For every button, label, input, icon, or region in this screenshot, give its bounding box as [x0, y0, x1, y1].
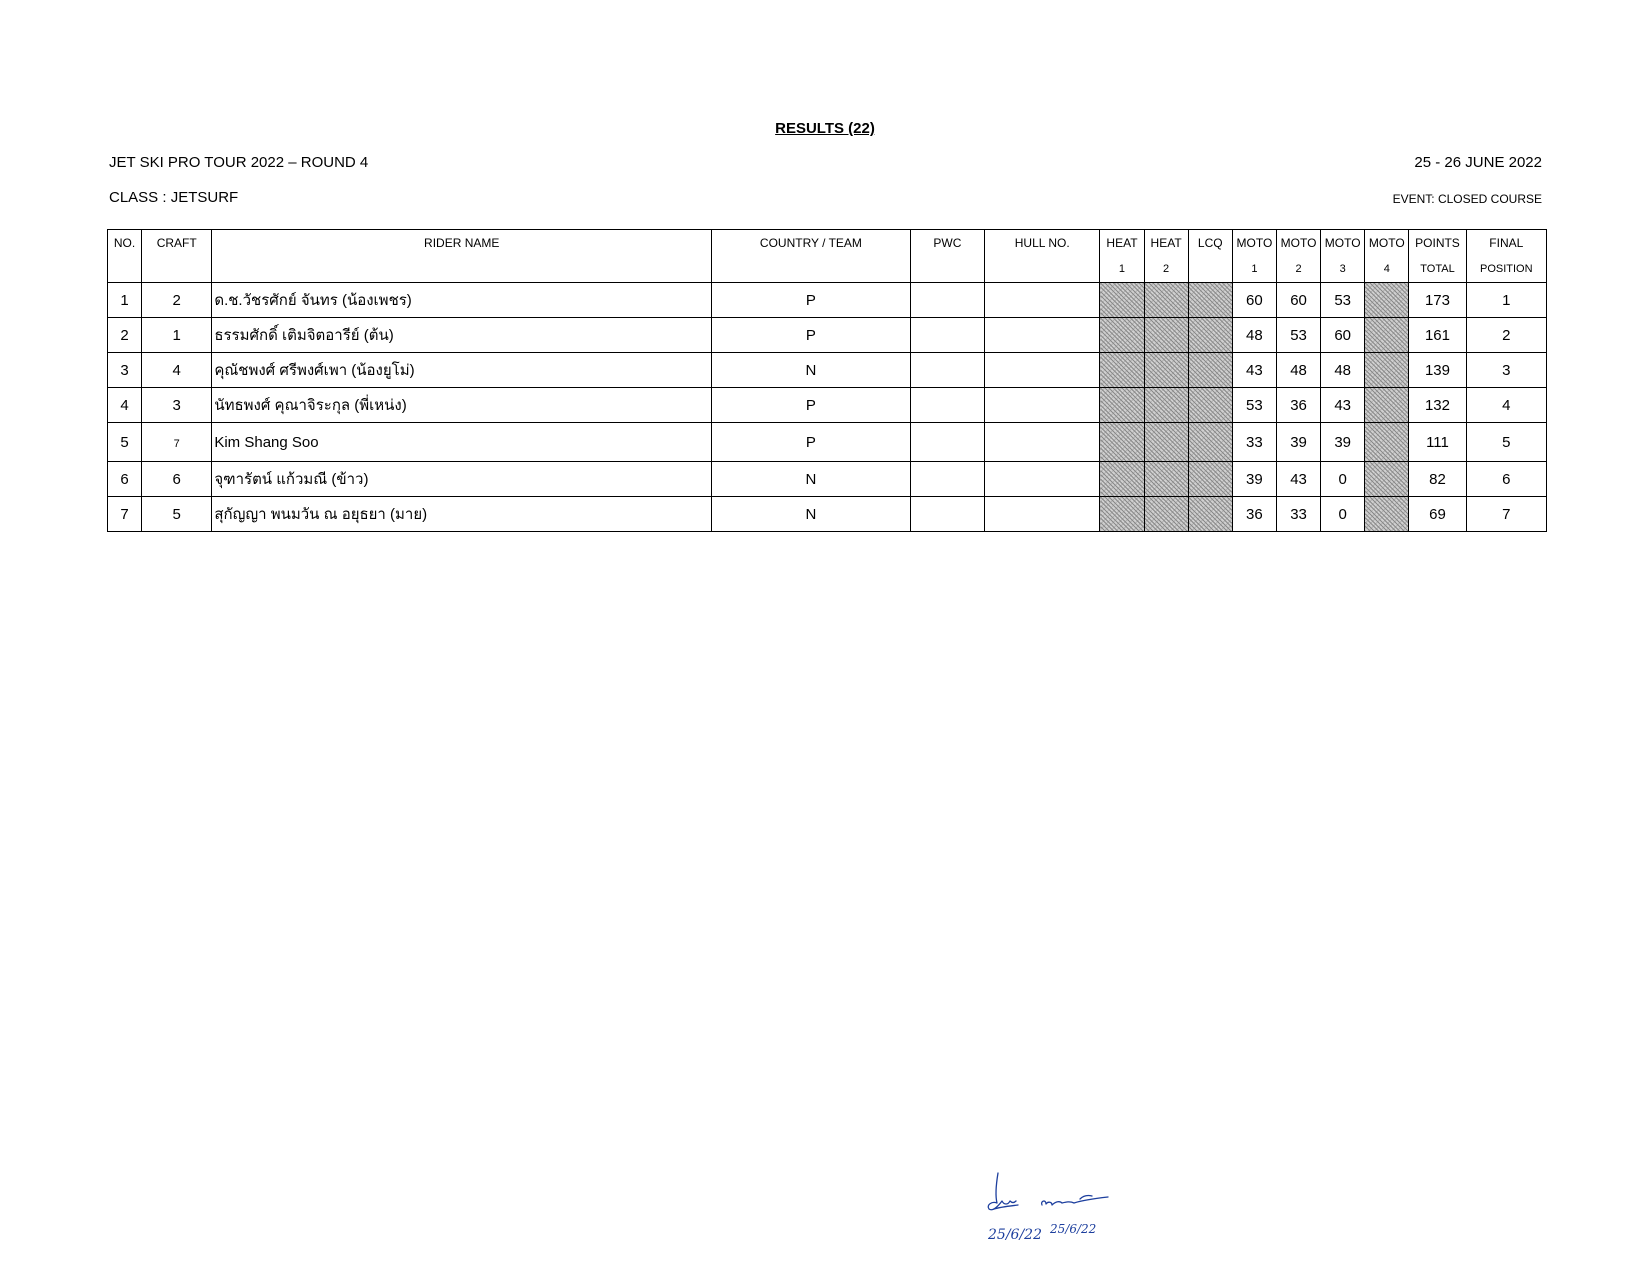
- cell-moto-4: [1365, 318, 1409, 353]
- cell-moto-4: [1365, 283, 1409, 318]
- col-hull-no: HULL NO.: [985, 230, 1100, 283]
- cell-lcq: [1188, 497, 1232, 532]
- cell-moto-3: 48: [1321, 353, 1365, 388]
- cell-pwc: [910, 388, 984, 423]
- cell-craft: 1: [142, 318, 212, 353]
- cell-lcq: [1188, 353, 1232, 388]
- cell-country-team: N: [712, 353, 911, 388]
- cell-moto-2: 48: [1276, 353, 1320, 388]
- cell-lcq: [1188, 388, 1232, 423]
- document-title: [0, 120, 1650, 137]
- cell-hull-no: [985, 462, 1100, 497]
- cell-heat-1: [1100, 318, 1144, 353]
- cell-moto-3: 39: [1321, 423, 1365, 462]
- col-moto-3: MOTO 3: [1321, 230, 1365, 283]
- cell-moto-3: 43: [1321, 388, 1365, 423]
- cell-country-team: N: [712, 497, 911, 532]
- cell-hull-no: [985, 497, 1100, 532]
- cell-points-total: 132: [1409, 388, 1466, 423]
- cell-craft: 6: [142, 462, 212, 497]
- cell-craft: 5: [142, 497, 212, 532]
- cell-heat-2: [1144, 497, 1188, 532]
- cell-lcq: [1188, 318, 1232, 353]
- signature-date-2: 25/6/22: [1050, 1222, 1097, 1236]
- signature-image: [980, 1165, 1120, 1255]
- cell-craft: 4: [142, 353, 212, 388]
- col-lcq: LCQ: [1188, 230, 1232, 283]
- cell-heat-2: [1144, 388, 1188, 423]
- cell-no: 4: [108, 388, 142, 423]
- cell-moto-1: 36: [1232, 497, 1276, 532]
- cell-final-position: 2: [1466, 318, 1546, 353]
- cell-heat-1: [1100, 353, 1144, 388]
- cell-moto-1: 53: [1232, 388, 1276, 423]
- cell-rider-name: นัทธพงศ์ คุณาจิระกุล (พี่เหน่ง): [212, 388, 712, 423]
- cell-moto-1: 60: [1232, 283, 1276, 318]
- event-type: EVENT: CLOSED COURSE: [1392, 192, 1542, 206]
- cell-points-total: 139: [1409, 353, 1466, 388]
- cell-heat-2: [1144, 283, 1188, 318]
- cell-pwc: [910, 353, 984, 388]
- cell-moto-2: 60: [1276, 283, 1320, 318]
- cell-rider-name: Kim Shang Soo: [212, 423, 712, 462]
- results-table: [107, 229, 1547, 532]
- cell-points-total: 82: [1409, 462, 1466, 497]
- cell-craft: 2: [142, 283, 212, 318]
- col-no: NO.: [108, 230, 142, 283]
- cell-moto-2: 36: [1276, 388, 1320, 423]
- cell-country-team: P: [712, 283, 911, 318]
- cell-moto-1: 39: [1232, 462, 1276, 497]
- col-craft: CRAFT: [142, 230, 212, 283]
- cell-heat-2: [1144, 423, 1188, 462]
- cell-final-position: 5: [1466, 423, 1546, 462]
- cell-rider-name: คุณัชพงศ์ ศรีพงศ์เพา (น้องยูโม่): [212, 353, 712, 388]
- signature-date-1: 25/6/22: [988, 1227, 1042, 1243]
- cell-moto-4: [1365, 388, 1409, 423]
- cell-heat-1: [1100, 462, 1144, 497]
- col-pwc: PWC: [910, 230, 984, 283]
- cell-no: 3: [108, 353, 142, 388]
- table-row: [108, 423, 1547, 462]
- cell-pwc: [910, 497, 984, 532]
- cell-lcq: [1188, 423, 1232, 462]
- table-row: [108, 497, 1547, 532]
- cell-no: 1: [108, 283, 142, 318]
- cell-no: 6: [108, 462, 142, 497]
- col-heat-1: HEAT 1: [1100, 230, 1144, 283]
- cell-no: 7: [108, 497, 142, 532]
- cell-rider-name: จุฑารัตน์ แก้วมณี (ข้าว): [212, 462, 712, 497]
- cell-moto-1: 33: [1232, 423, 1276, 462]
- table-row: [108, 318, 1547, 353]
- cell-hull-no: [985, 423, 1100, 462]
- event-name: JET SKI PRO TOUR 2022 – ROUND 4: [109, 154, 369, 171]
- cell-final-position: 6: [1466, 462, 1546, 497]
- table-row: [108, 462, 1547, 497]
- cell-no: 5: [108, 423, 142, 462]
- cell-rider-name: ด.ช.วัชรศักย์ จันทร (น้องเพชร): [212, 283, 712, 318]
- cell-hull-no: [985, 388, 1100, 423]
- cell-pwc: [910, 283, 984, 318]
- cell-hull-no: [985, 318, 1100, 353]
- cell-moto-1: 48: [1232, 318, 1276, 353]
- cell-final-position: 3: [1466, 353, 1546, 388]
- event-date: 25 - 26 JUNE 2022: [1414, 154, 1542, 171]
- cell-rider-name: สุกัญญา พนมวัน ณ อยุธยา (มาย): [212, 497, 712, 532]
- cell-moto-2: 53: [1276, 318, 1320, 353]
- table-row: [108, 353, 1547, 388]
- cell-pwc: [910, 423, 984, 462]
- cell-moto-2: 43: [1276, 462, 1320, 497]
- cell-no: 2: [108, 318, 142, 353]
- cell-lcq: [1188, 283, 1232, 318]
- cell-moto-3: 0: [1321, 497, 1365, 532]
- cell-heat-1: [1100, 388, 1144, 423]
- col-moto-2: MOTO 2: [1276, 230, 1320, 283]
- cell-moto-3: 60: [1321, 318, 1365, 353]
- cell-moto-2: 33: [1276, 497, 1320, 532]
- col-final-position: FINAL POSITION: [1466, 230, 1546, 283]
- cell-heat-1: [1100, 283, 1144, 318]
- cell-heat-2: [1144, 353, 1188, 388]
- cell-final-position: 1: [1466, 283, 1546, 318]
- col-country-team: COUNTRY / TEAM: [712, 230, 911, 283]
- cell-moto-4: [1365, 497, 1409, 532]
- cell-heat-2: [1144, 462, 1188, 497]
- table-row: [108, 283, 1547, 318]
- cell-moto-4: [1365, 423, 1409, 462]
- cell-heat-1: [1100, 423, 1144, 462]
- cell-lcq: [1188, 462, 1232, 497]
- cell-points-total: 111: [1409, 423, 1466, 462]
- table-row: [108, 388, 1547, 423]
- cell-moto-3: 0: [1321, 462, 1365, 497]
- cell-pwc: [910, 318, 984, 353]
- header-row: [108, 230, 1547, 283]
- col-heat-2: HEAT 2: [1144, 230, 1188, 283]
- cell-points-total: 173: [1409, 283, 1466, 318]
- col-rider-name: RIDER NAME: [212, 230, 712, 283]
- cell-heat-2: [1144, 318, 1188, 353]
- cell-moto-2: 39: [1276, 423, 1320, 462]
- cell-moto-1: 43: [1232, 353, 1276, 388]
- cell-country-team: N: [712, 462, 911, 497]
- cell-rider-name: ธรรมศักดิ์ เติมจิตอารีย์ (ต้น): [212, 318, 712, 353]
- cell-hull-no: [985, 353, 1100, 388]
- title-text: RESULTS (22): [775, 120, 875, 137]
- cell-moto-4: [1365, 353, 1409, 388]
- col-moto-1: MOTO 1: [1232, 230, 1276, 283]
- cell-hull-no: [985, 283, 1100, 318]
- cell-country-team: P: [712, 423, 911, 462]
- cell-craft: 7: [142, 423, 212, 462]
- cell-country-team: P: [712, 318, 911, 353]
- cell-moto-3: 53: [1321, 283, 1365, 318]
- cell-points-total: 161: [1409, 318, 1466, 353]
- col-points-total: POINTS TOTAL: [1409, 230, 1466, 283]
- cell-points-total: 69: [1409, 497, 1466, 532]
- class-label: CLASS : JETSURF: [109, 189, 239, 206]
- cell-moto-4: [1365, 462, 1409, 497]
- col-moto-4: MOTO 4: [1365, 230, 1409, 283]
- cell-country-team: P: [712, 388, 911, 423]
- cell-craft: 3: [142, 388, 212, 423]
- results-body: [108, 283, 1547, 532]
- cell-final-position: 7: [1466, 497, 1546, 532]
- cell-pwc: [910, 462, 984, 497]
- cell-heat-1: [1100, 497, 1144, 532]
- cell-final-position: 4: [1466, 388, 1546, 423]
